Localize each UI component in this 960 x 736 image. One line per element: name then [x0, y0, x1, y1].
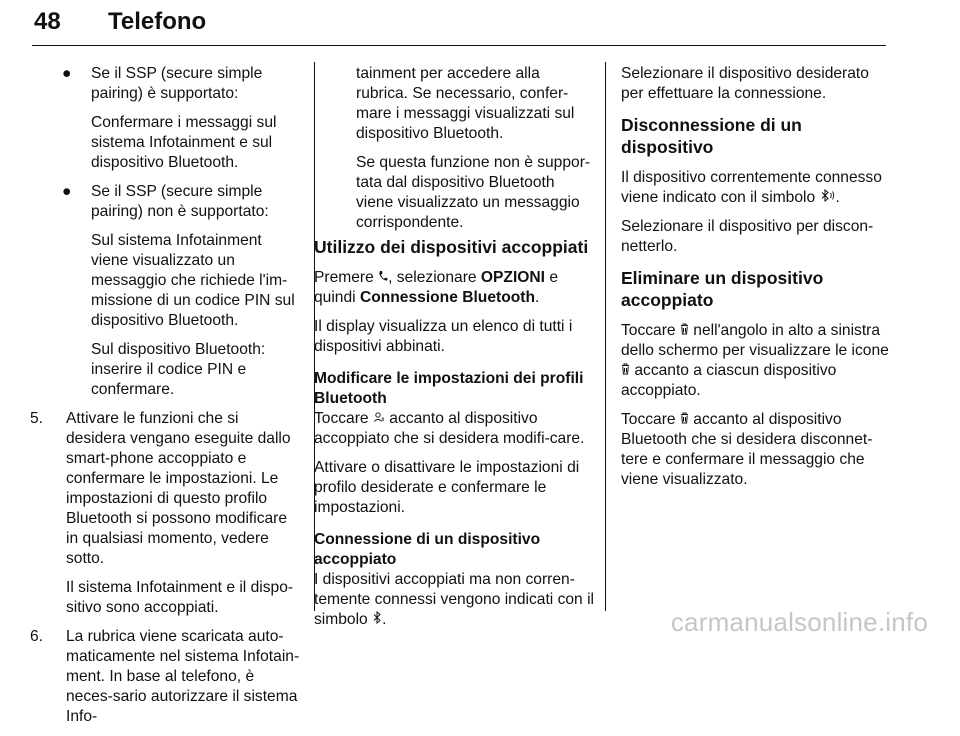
subsection-heading: Modificare le impostazioni dei profili Bluetooth — [314, 370, 584, 407]
page-number: 48 — [34, 8, 61, 35]
column-1 — [30, 64, 300, 736]
bullet-icon: ● — [62, 183, 72, 200]
numbered-item — [30, 409, 300, 569]
bluetooth-icon — [372, 610, 382, 630]
trash-icon — [680, 321, 689, 341]
item-number: 5. — [30, 410, 44, 427]
page-title: Telefono — [108, 8, 207, 35]
paragraph: Selezionare il dispositivo per discon-netterlo. — [621, 218, 874, 255]
list-item — [30, 64, 300, 104]
bullet-text: Se il SSP (secure simple pairing) non è supportato: — [91, 183, 269, 220]
section-heading: Disconnessione di un dispositivo — [621, 115, 802, 157]
item-detail: Il sistema Infotainment e il dispo-sitivo sono accoppiati. — [66, 579, 294, 616]
item-text: La rubrica viene scaricata auto-maticamente nel sistema Infotain-ment. In base al telefono, è neces-sario autorizzare il sistema Info- — [66, 628, 300, 725]
subsection-heading: Connessione di un dispositivo accoppiato — [314, 531, 541, 568]
column-divider-2 — [605, 62, 606, 611]
paragraph: Il dispositivo correntemente connesso viene indicato con il simbolo . — [621, 169, 882, 206]
column-3 — [621, 64, 891, 499]
section-heading: Utilizzo dei dispositivi accoppiati — [314, 237, 589, 257]
paragraph: Selezionare il dispositivo desiderato per effettuare la connessione. — [621, 65, 869, 102]
paragraph: Se questa funzione non è suppor-tata dal dispositivo Bluetooth viene visualizzato un messaggio corrispondente. — [356, 154, 591, 231]
bullet-detail: Sul sistema Infotainment viene visualizzato un messaggio che richiede l'im-missione di un codice PIN sul dispositivo Bluetooth. — [91, 232, 295, 329]
paragraph: I dispositivi accoppiati ma non corren-temente connessi vengono indicati con il simbolo . — [314, 571, 594, 628]
paragraph: Il display visualizza un elenco di tutti i dispositivi abbinati. — [314, 318, 573, 355]
bullet-text: Se il SSP (secure simple pairing) è supportato: — [91, 65, 263, 102]
bullet-detail: Sul dispositivo Bluetooth: inserire il codice PIN e confermare. — [91, 341, 266, 398]
column-2 — [356, 64, 594, 242]
header-divider — [32, 45, 886, 46]
bluetooth-connected-icon — [820, 188, 836, 208]
phone-icon — [378, 268, 388, 288]
paragraph: Attivare o disattivare le impostazioni di profilo desiderate e confermare le impostazioni. — [314, 459, 580, 516]
watermark: carmanualsonline.info — [670, 607, 928, 637]
paragraph: Toccare nell'angolo in alto a sinistra dello schermo per visualizzare le icone accanto a ciascun dispositivo accoppiato. — [621, 322, 889, 399]
item-text: Attivare le funzioni che si desidera vengano eseguite dallo smart-phone accoppiato e confermare le impostazioni. Le impostazioni di questo profilo Bluetooth si possono modificare in qualsiasi momento, vedere sotto. — [66, 410, 291, 567]
trash-icon — [621, 361, 630, 381]
list-item — [30, 182, 300, 222]
paragraph: Toccare accanto al dispositivo Bluetooth che si desidera disconnet-tere e confermare il messaggio che viene visualizzato. — [621, 411, 873, 488]
bullet-icon: ● — [62, 65, 72, 82]
section-heading: Eliminare un dispositivo accoppiato — [621, 268, 824, 310]
paragraph: Premere , selezionare OPZIONI e quindi Connessione Bluetooth. — [314, 269, 559, 306]
column-2-lower — [314, 228, 596, 639]
numbered-item — [30, 627, 300, 727]
trash-icon — [680, 410, 689, 430]
bullet-detail: Confermare i messaggi sul sistema Infotainment e sul dispositivo Bluetooth. — [91, 114, 277, 171]
page-header — [0, 0, 960, 50]
paragraph: Toccare accanto al dispositivo accoppiato che si desidera modifi-care. — [314, 410, 585, 447]
settings-icon — [373, 409, 385, 429]
item-number: 6. — [30, 628, 44, 645]
paragraph: tainment per accedere alla rubrica. Se necessario, confer-mare i messaggi visualizzati sul dispositivo Bluetooth. — [356, 65, 575, 142]
